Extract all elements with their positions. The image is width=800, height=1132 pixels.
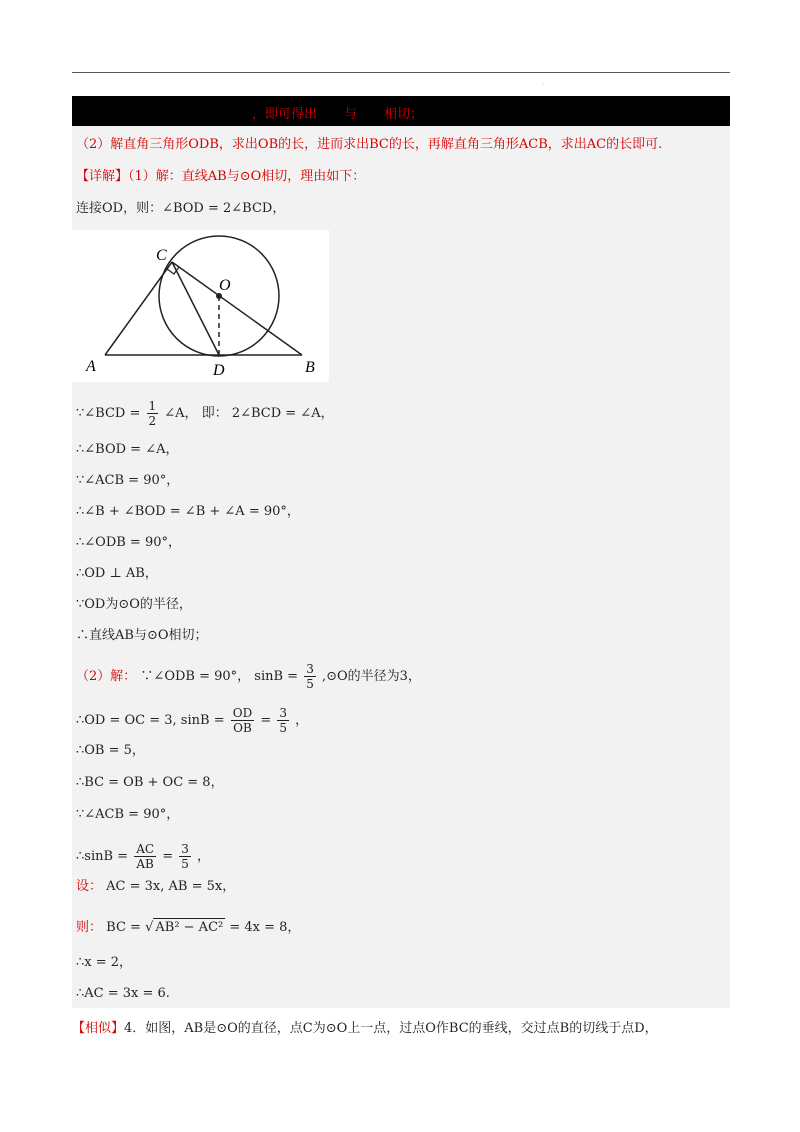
- step-t2: ∴OB = 5，: [76, 743, 145, 758]
- detail-label: 【详解】: [76, 169, 129, 184]
- step-t7-post: = 4x = 8，: [229, 920, 301, 935]
- step-7: ∵OD为⊙O的半径，: [76, 597, 192, 612]
- part2-given: ∵∠ODB = 90°， sinB =: [140, 669, 299, 684]
- connect-line: 连接OD，则：∠BOD = 2∠BCD，: [76, 201, 286, 216]
- step-1-pre: ∵∠BCD =: [76, 406, 141, 421]
- similar-problem: [72, 1017, 658, 1036]
- fraction-den: 2: [148, 414, 157, 428]
- solution-panel: [72, 96, 730, 1008]
- then-label: 则：: [76, 920, 103, 935]
- part2-radius: ,⊙O的半径为3，: [321, 669, 421, 684]
- segment-ac: [105, 262, 172, 355]
- step-3: ∵∠ACB = 90°，: [76, 473, 180, 488]
- fraction-three-fifths: [304, 662, 316, 691]
- step-4: ∴∠B + ∠BOD = ∠B + ∠A = 90°，: [76, 504, 300, 519]
- fraction-den: 5: [306, 677, 314, 691]
- label-d: D: [213, 362, 225, 379]
- fraction-num: 3: [279, 706, 288, 720]
- step-t5-post: ，: [197, 849, 211, 864]
- fraction-half: [147, 399, 159, 428]
- header-bar-text-2: 与: [344, 107, 358, 122]
- segment-cb: [172, 262, 302, 355]
- part2-label: （2）解：: [76, 669, 137, 684]
- fraction-num: 3: [181, 842, 189, 856]
- fraction-num: OD: [232, 706, 253, 720]
- fraction-three-fifths: [277, 706, 289, 735]
- step-1: [76, 399, 334, 428]
- step-t8: ∴x = 2，: [76, 955, 133, 970]
- header-bar-text-1: ，即可得出: [252, 107, 318, 122]
- fraction-ac-ab: [134, 842, 156, 871]
- equals-sign: =: [260, 713, 272, 728]
- fraction-den: AB: [136, 857, 154, 871]
- step-t6-text: AC = 3x, AB = 5x，: [106, 879, 236, 894]
- step-t3: ∴BC = OB + OC = 8，: [76, 775, 224, 790]
- header-bar-text-3: 相切；: [384, 107, 424, 122]
- step-8: ∴直线AB与⊙O相切；: [76, 628, 208, 643]
- detail-line: [76, 168, 365, 186]
- sqrt-radicand: AB² − AC²: [155, 920, 224, 935]
- step-t5-pre: ∴sinB =: [76, 849, 129, 864]
- fraction-den: OB: [233, 721, 252, 735]
- fraction-den: 5: [181, 857, 189, 871]
- step-t1-post: ，: [295, 713, 309, 728]
- let-label: 设：: [76, 879, 103, 894]
- step-t7-pre: BC =: [106, 920, 141, 935]
- step-t6: [76, 878, 235, 896]
- step-6: ∴OD ⊥ AB，: [76, 566, 158, 581]
- step-2: ∴∠BOD = ∠A，: [76, 442, 179, 457]
- step-t1: [76, 706, 308, 735]
- step-t9: ∴AC = 3x = 6.: [76, 986, 170, 1001]
- equals-sign: =: [162, 849, 174, 864]
- step-t5: [76, 842, 210, 871]
- part2-hint: （2）解直角三角形ODB，求出OB的长，进而求出BC的长，再解直角三角形ACB，求出AC的长即可.: [76, 137, 663, 152]
- fraction-three-fifths: [179, 842, 191, 871]
- step-t7: [76, 918, 300, 937]
- sqrt-symbol: √: [145, 920, 154, 935]
- fraction-num: 1: [148, 399, 157, 413]
- step-5: ∴∠ODB = 90°，: [76, 535, 181, 550]
- header-dot: ·: [542, 82, 544, 89]
- step-1-post: ∠A， 即： 2∠BCD = ∠A，: [164, 406, 334, 421]
- fraction-den: 5: [279, 721, 288, 735]
- header-rule: [72, 72, 730, 73]
- label-a: A: [86, 358, 96, 375]
- label-o: O: [219, 277, 231, 294]
- fraction-num: AC: [136, 842, 155, 856]
- label-b: B: [305, 359, 315, 376]
- detail-intro: （1）解：直线AB与⊙O相切，理由如下：: [128, 169, 366, 184]
- label-c: C: [156, 247, 167, 264]
- step-t1-pre: ∴OD = OC = 3, sinB =: [76, 713, 225, 728]
- fraction-num: 3: [306, 662, 314, 676]
- step-t4: ∵∠ACB = 90°，: [76, 807, 180, 822]
- geometry-diagram: [72, 230, 329, 382]
- header-bar: [72, 96, 730, 126]
- fraction-od-ob: [231, 706, 254, 735]
- geometry-figure: [72, 230, 329, 382]
- part2-line: [76, 662, 421, 691]
- similar-text: 4．如图，AB是⊙O的直径，点C为⊙O上一点，过点O作BC的垂线，交过点B的切线于点D，: [124, 1021, 658, 1036]
- similar-label: 【相似】: [72, 1021, 125, 1036]
